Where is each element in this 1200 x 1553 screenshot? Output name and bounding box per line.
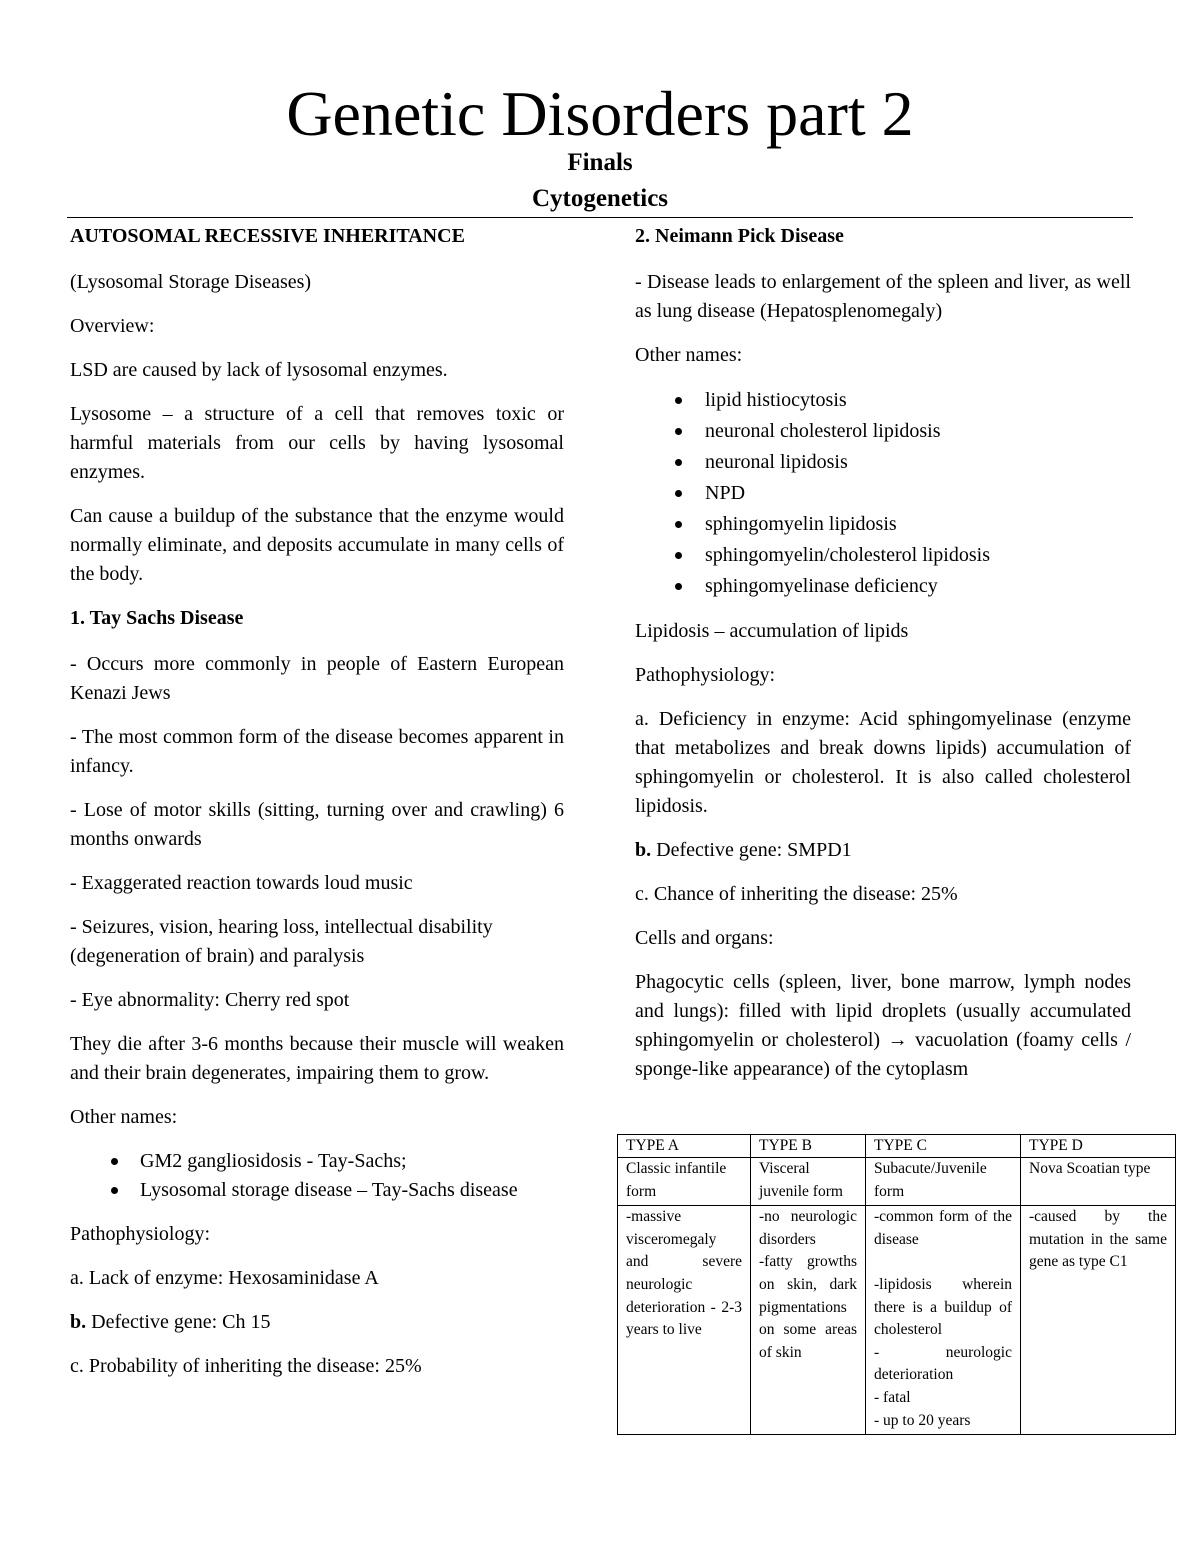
other-names-label: Other names:: [635, 344, 743, 366]
patho-text: Deficiency in enzyme: Acid sphingomyelinase (enzyme that metabolizes and break downs lipids) accumulation of sphingomyelin or cholesterol. It is also called cholesterol lipidosis.: [635, 708, 1131, 817]
patho-letter: b.: [70, 1311, 87, 1333]
list-item-text: Lysosomal storage disease – Tay-Sachs disease: [140, 1179, 518, 1201]
table-cell: [751, 1206, 866, 1435]
document-title: Genetic Disorders part 2: [286, 78, 914, 149]
list-item-text: GM2 gangliosidosis - Tay-Sachs;: [140, 1150, 407, 1172]
cell-line: - fatal: [874, 1388, 911, 1406]
patho-item: [70, 1352, 564, 1381]
cells-text: Phagocytic cells (spleen, liver, bone marrow, lymph nodes and lungs): filled with lipid droplets (usually accumulated sphingomyelin or cholesterol): [635, 971, 1131, 1051]
cell-line: -fatty growths on skin, dark pigmentations on some areas of skin: [759, 1253, 857, 1361]
patho-letter: c.: [635, 883, 649, 905]
cells-organs-label: Cells and organs:: [635, 927, 774, 949]
document-subtitle-cytogenetics: Cytogenetics: [531, 185, 669, 212]
patho-item: [70, 1264, 564, 1293]
right-column: [635, 222, 1131, 1099]
patho-text: Chance of inheriting the disease: 25%: [648, 883, 958, 905]
list-item-text: NPD: [705, 482, 746, 504]
table-cell: [866, 1206, 1021, 1435]
list-item: [635, 571, 1131, 602]
cell-line: -lipidosis wherein there is a buildup of cholesterol: [874, 1275, 1012, 1339]
list-item: [635, 447, 1131, 478]
patho-text: Lack of enzyme: Hexosaminidase A: [83, 1267, 379, 1289]
table-header-row: [618, 1135, 1176, 1158]
table-row: [618, 1158, 1176, 1206]
overview-label: Overview:: [70, 315, 155, 337]
bullet-icon: [675, 521, 682, 528]
tay-point: - Seizures, vision, hearing loss, intellectual disability (degeneration of brain) and paralysis: [70, 916, 493, 967]
patho-letter: c.: [70, 1355, 84, 1377]
pathophysiology-label: Pathophysiology:: [70, 1223, 211, 1245]
lipidosis-definition: Lipidosis – accumulation of lipids: [635, 620, 909, 642]
list-item-text: sphingomyelinase deficiency: [705, 575, 938, 597]
prognosis-paragraph: They die after 3-6 months because their muscle will weaken and their brain degenerates, impairing them to grow.: [70, 1033, 564, 1084]
bullet-icon: [111, 1187, 118, 1194]
list-item-text: neuronal cholesterol lipidosis: [705, 420, 941, 442]
patho-item: [635, 836, 1131, 865]
cells-text: vacuolation (foamy cells / sponge-like appearance) of the cytoplasm: [635, 1029, 1132, 1080]
section-heading: AUTOSOMAL RECESSIVE INHERITANCE: [70, 225, 465, 247]
table-header-cell: TYPE D: [1021, 1135, 1176, 1158]
other-names-label: Other names:: [70, 1106, 178, 1128]
patho-item: [635, 880, 1131, 909]
tay-sachs-heading: 1. Tay Sachs Disease: [70, 607, 244, 629]
niemann-pick-heading: 2. Neimann Pick Disease: [635, 225, 844, 247]
np-other-names-list: [635, 385, 1131, 602]
patho-text: Probability of inheriting the disease: 25%: [83, 1355, 422, 1377]
patho-item: [70, 1308, 564, 1337]
list-item: [635, 478, 1131, 509]
list-item: [70, 1176, 564, 1205]
bullet-icon: [675, 583, 682, 590]
table-cell: Visceral juvenile form: [751, 1158, 866, 1206]
patho-text: Defective gene: SMPD1: [651, 839, 852, 861]
cell-line: -caused by the mutation in the same gene as type C1: [1029, 1208, 1167, 1271]
patho-letter: b.: [635, 839, 652, 861]
list-item-text: sphingomyelin lipidosis: [705, 513, 897, 535]
bullet-icon: [675, 552, 682, 559]
lsd-cause: LSD are caused by lack of lysosomal enzymes.: [70, 359, 448, 381]
list-item: [635, 509, 1131, 540]
tay-point: - Eye abnormality: Cherry red spot: [70, 989, 350, 1011]
cell-line: -no neurologic disorders: [759, 1208, 857, 1248]
bullet-icon: [675, 459, 682, 466]
tay-point: - Lose of motor skills (sitting, turning over and crawling) 6 months onwards: [70, 799, 564, 850]
bullet-icon: [675, 397, 682, 404]
cell-line: [874, 1251, 1012, 1274]
bullet-icon: [675, 490, 682, 497]
table-cell: Nova Scoatian type: [1021, 1158, 1176, 1206]
list-item-text: lipid histiocytosis: [705, 389, 847, 411]
tay-point: - The most common form of the disease becomes apparent in infancy.: [70, 726, 564, 777]
table-header-cell: TYPE A: [618, 1135, 751, 1158]
bullet-icon: [675, 428, 682, 435]
niemann-pick-description: - Disease leads to enlargement of the spleen and liver, as well as lung disease (Hepatosplenomegaly): [635, 271, 1131, 322]
lsd-label: (Lysosomal Storage Diseases): [70, 271, 312, 293]
list-item: [635, 385, 1131, 416]
cells-organs-paragraph: [635, 968, 1131, 1084]
table-row: [618, 1206, 1176, 1435]
table-header-cell: TYPE C: [866, 1135, 1021, 1158]
list-item-text: sphingomyelin/cholesterol lipidosis: [705, 544, 990, 566]
list-item-text: neuronal lipidosis: [705, 451, 848, 473]
arrow-right-icon: →: [887, 1029, 908, 1051]
table-cell: Subacute/Juvenile form: [866, 1158, 1021, 1206]
cell-line: - neurologic deterioration: [874, 1343, 1012, 1384]
patho-letter: a.: [70, 1267, 84, 1289]
patho-item: [635, 705, 1131, 821]
pathophysiology-label: Pathophysiology:: [635, 664, 776, 686]
table-cell: [1021, 1206, 1176, 1435]
document-subtitle-finals: Finals: [567, 149, 633, 176]
buildup-paragraph: Can cause a buildup of the substance that the enzyme would normally eliminate, and deposits accumulate in many cells of the body.: [70, 505, 564, 585]
table-cell: Classic infantile form: [618, 1158, 751, 1206]
table-cell: [618, 1206, 751, 1435]
header-divider: [67, 217, 1133, 218]
list-item: [635, 540, 1131, 571]
list-item: [70, 1147, 564, 1176]
lysosome-definition: Lysosome – a structure of a cell that removes toxic or harmful materials from our cells by having lysosomal enzymes.: [70, 403, 564, 483]
niemann-pick-types-table: [617, 1134, 1176, 1435]
table-header-cell: TYPE B: [751, 1135, 866, 1158]
tay-point: - Occurs more commonly in people of Eastern European Kenazi Jews: [70, 653, 564, 704]
patho-text: Defective gene: Ch 15: [86, 1311, 271, 1333]
cell-line: -massive visceromegaly and severe neurologic deterioration - 2-3 years to live: [626, 1208, 742, 1339]
tay-other-names-list: [70, 1147, 564, 1205]
list-item: [635, 416, 1131, 447]
patho-letter: a.: [635, 708, 649, 730]
cell-line: - up to 20 years: [874, 1411, 971, 1429]
bullet-icon: [111, 1158, 118, 1165]
tay-point: - Exaggerated reaction towards loud music: [70, 872, 413, 894]
cell-line: -common form of the disease: [874, 1208, 1012, 1248]
left-column: [70, 222, 564, 1396]
